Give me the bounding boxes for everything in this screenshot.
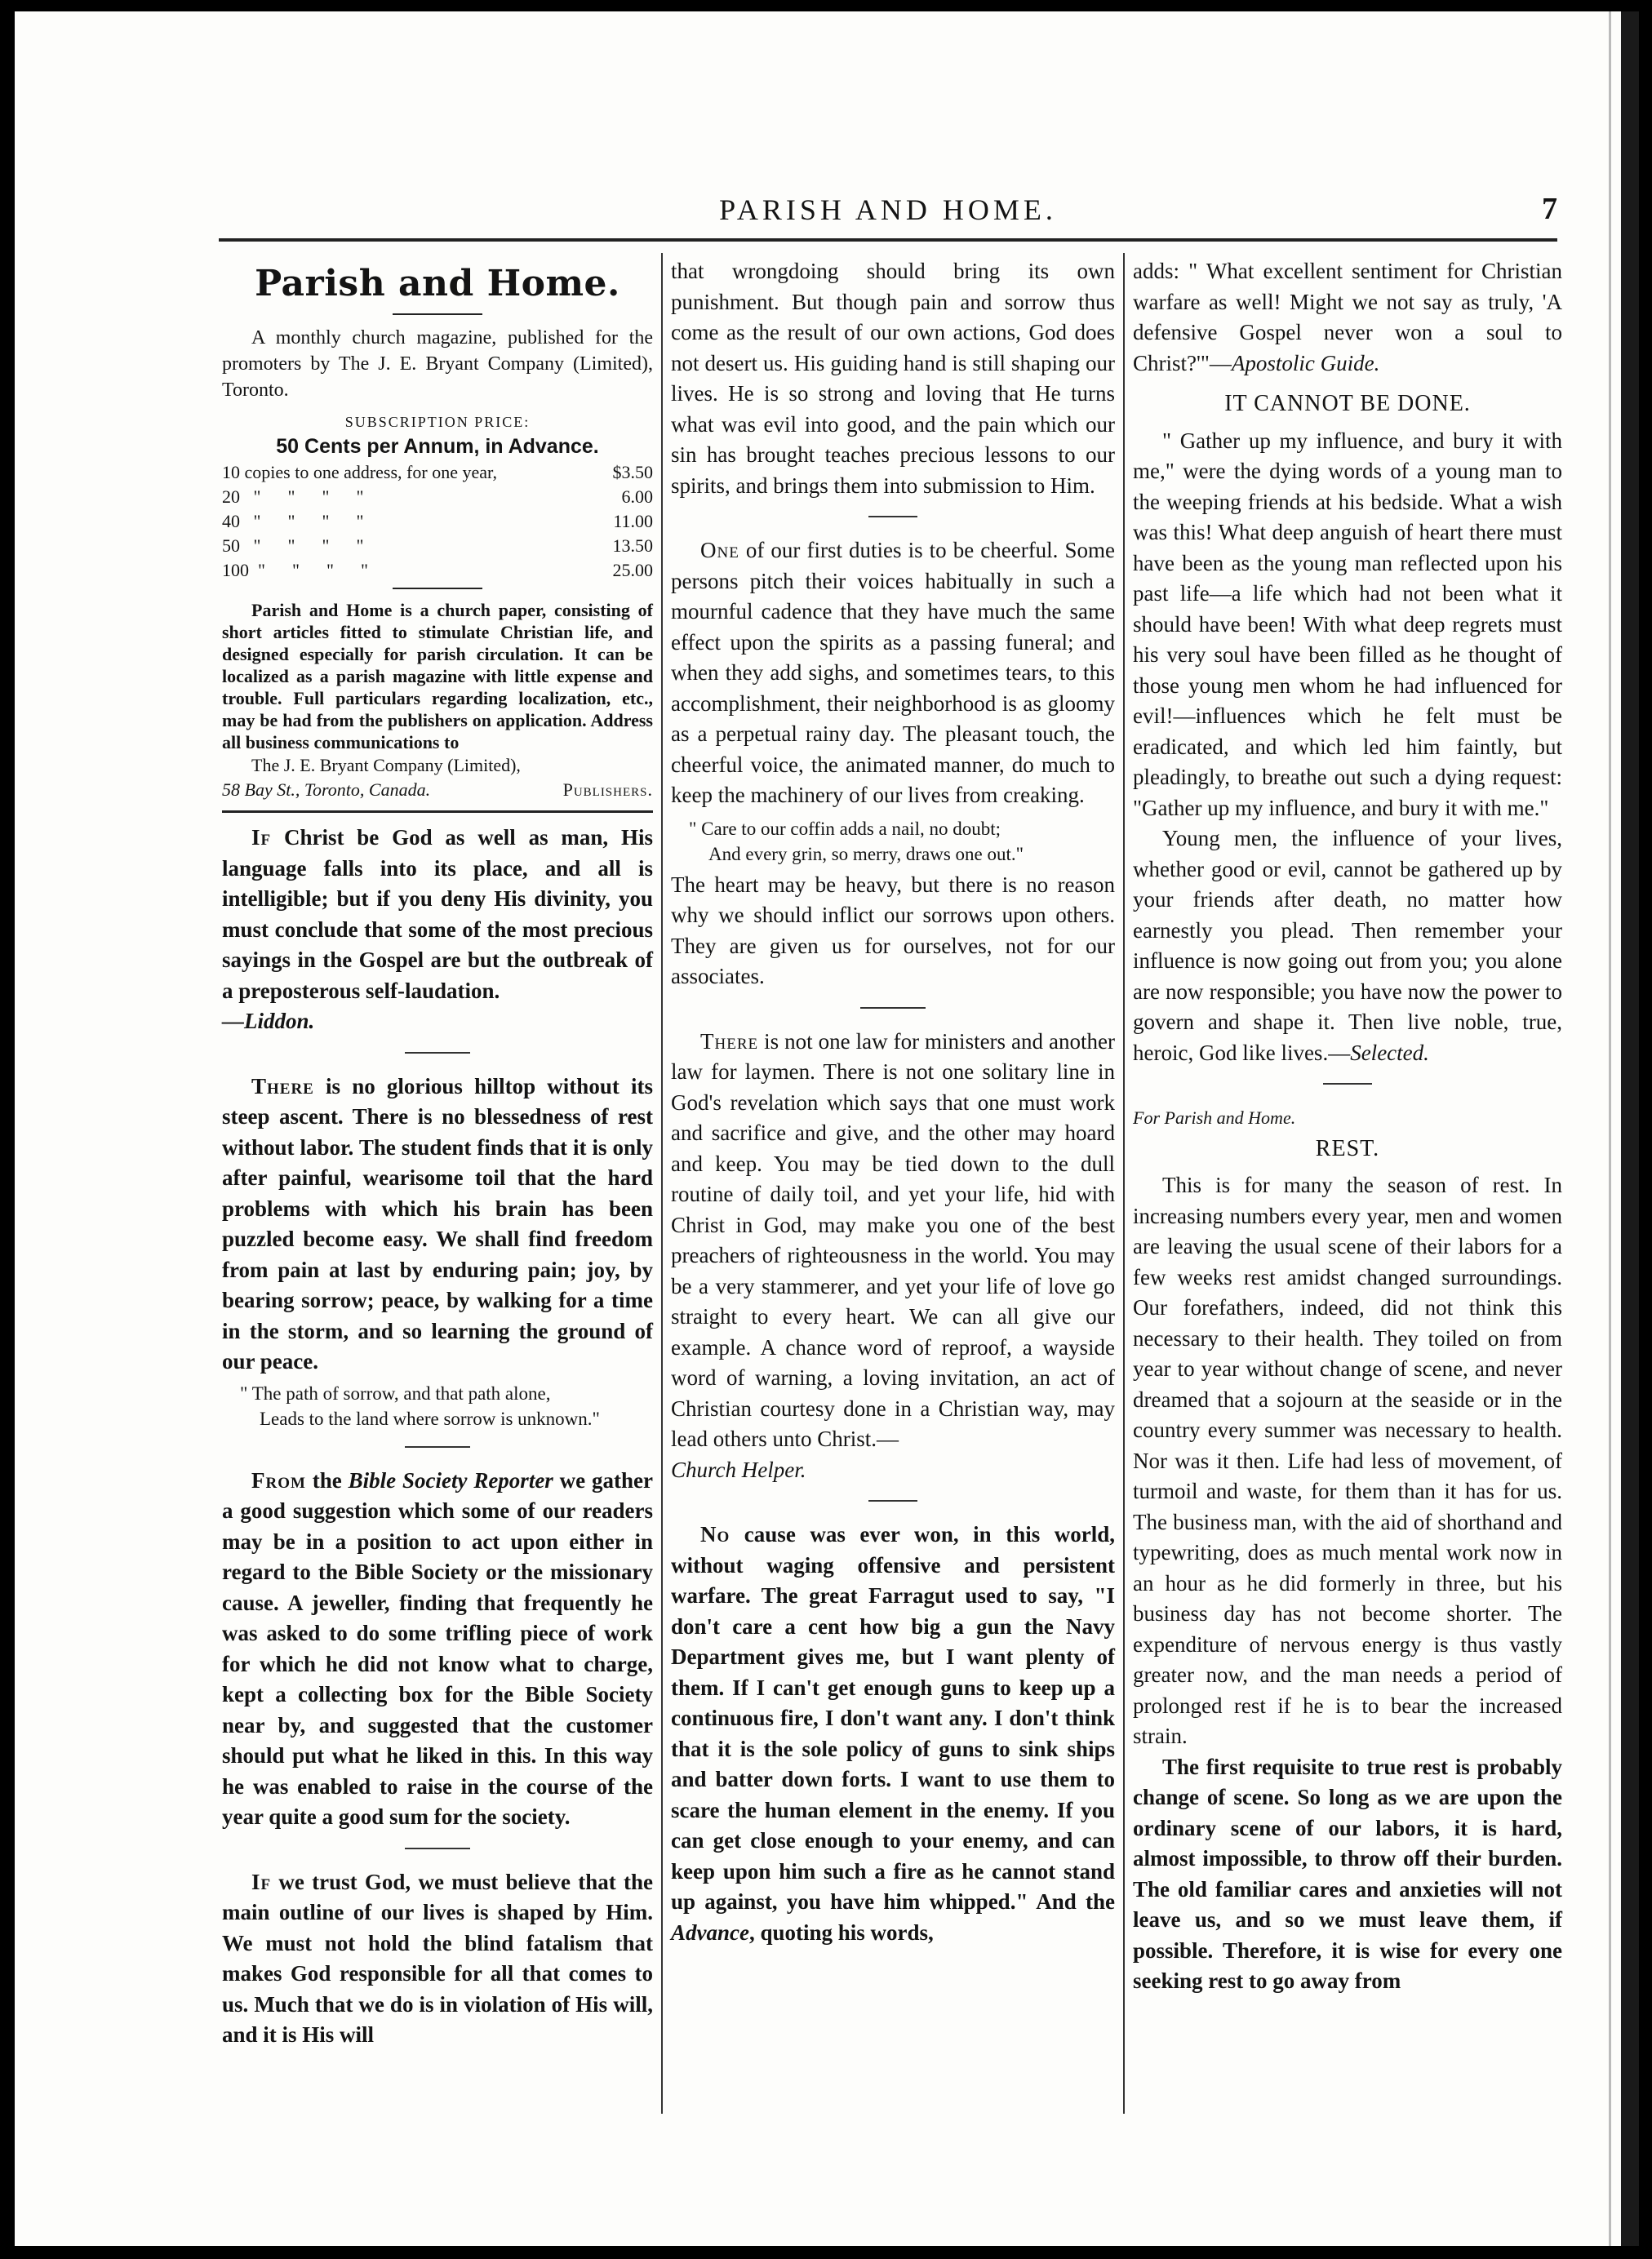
separator: [405, 1446, 470, 1448]
paragraph-bible-society: From the Bible Society Reporter we gather a good suggestion which some of our readers may be in a position to act upon either in regard to the Bible Society or the missionary cause. A jeweller, finding that frequently he was asked to do some trifling piece of work for which he did not know what to charge, kept a collecting box for the Bible Society near by, and suggested that the customer should put what he liked in this. In this way he was enabled to raise in the course of the year quite a good sum for the society.: [222, 1467, 653, 1829]
for-parish-line: For Parish and Home.: [1133, 1107, 1296, 1128]
rate-ditto: " " " ": [253, 535, 364, 556]
rate-copies: 40: [222, 511, 240, 531]
table-row: [222, 509, 653, 534]
rate-price: 6.00: [621, 486, 653, 507]
verse-quote: " The path of sorrow, and that path alone, Leads to the land where sorrow is unknown.": [240, 1382, 600, 1429]
paragraph-trust-god: If we trust God, we must believe that the main outline of our lives is shaped by Him. We must not hold the blind fatalism that makes God responsible for all that comes to us. Much that we do is in violation of His will, and it is His will: [222, 1869, 653, 2047]
masthead-bottom-rule: [222, 810, 653, 813]
column-2: [671, 256, 1115, 1948]
scan-edge-line: [1609, 11, 1611, 2246]
rate-price: 11.00: [613, 511, 653, 531]
publisher-name: The J. E. Bryant Company (Limited),: [251, 755, 521, 775]
table-row: [222, 485, 653, 509]
rate-price: $3.50: [612, 462, 653, 482]
notice-text: Parish and Home is a church paper, consisting of short articles fitted to stimulate Christian life, and designed especially for parish circulation. It can be localized as a parish magazine with little expense and trouble. Full particulars regarding localization, etc., may be had from the publishers on application. Address all business communications to: [222, 600, 653, 752]
scan-edge: [1621, 11, 1639, 2246]
separator: [860, 1007, 926, 1009]
paragraph-hilltop: There is no glorious hilltop without its steep ascent. There is no blessedness of rest without labor. The student finds that it is only after painful, wearisome toil that the hard problems with which his brain has been puzzled become easy. We shall find freedom from pain at last by enduring pain; joy, by bearing sorrow; peace, by walking for a time in the storm, and so learning the ground of our peace.: [222, 1073, 653, 1374]
separator: [868, 516, 917, 517]
table-row: [222, 534, 653, 558]
rate-ditto: " " " ": [253, 486, 364, 507]
page: [15, 11, 1639, 2246]
paragraph-cheerful: One of our first duties is to be cheerful. Some persons pitch their voices habitually in such a mournful cadence that they have much the same effect upon the spirits as a passing funeral; and when they add sighs, and sometimes tears, to this accomplishment, their neighborhood is as gloomy as a perpetual rainy day. The pleasant touch, the cheerful voice, the animated manner, do much to keep the machinery of our lives from creaking.: [671, 538, 1115, 807]
attribution: Apostolic Guide.: [1231, 350, 1380, 375]
rate-price: 13.50: [612, 535, 653, 556]
paragraph-season-of-rest: This is for many the season of rest. In increasing numbers every year, men and women are leaving the usual scene of their labors for a few weeks rest amidst changed surroundings. Our forefathers, indeed, did not think this necessary to their health. They toiled on from year to year without change of scene, and never dreamed that a sojourn at the seaside or in the country every summer was necessary to health. Nor was it then. Life had less of movement, of turmoil and waste, for them than it has for us. The business man, with the aid of shorthand and typewriting, does as much mental work now in an hour as he did formerly in three, but his business day has not become shorter. The expenditure of nervous energy is thus vastly greater now, and the man needs a period of prolonged rest if he is to bear the increased strain.: [1133, 1173, 1562, 1748]
paragraph-one-law: There is not one law for ministers and another law for laymen. There is not one solitary line in God's revelation which says that one must work and sacrifice and give, and the other may hoard and keep. You may be tied down to the dull routine of daily toil, and yet your life, hid with Christ in God, may make you one of the best preachers of righteousness in the world. You may be a very stammerer, and yet your life of love go straight to every heart. We can all give our example. A chance word of reproof, a wayside word of warning, a loving invitation, an act of Christian courtesy done in a Christian way, may lead others unto Christ.— Church Helper.: [671, 1028, 1115, 1482]
rate-ditto: " " " ": [253, 511, 364, 531]
paragraph-farragut: No cause was ever won, in this world, without waging offensive and persistent warfare. The great Farragut used to say, "I don't care a cent how big a gun the Navy Department gives me, but I want plenty of them. If I can't get enough guns to keep up a continuous fire, I don't want any. I don't think that it is the sole policy of guns to sink ships and batter down forts. I want to use them to scare the human element in the enemy. If you can get close enough to your enemy, and can keep upon him such a fire as he cannot stand up against, you have him whipped." And the Advance, quoting his words,: [671, 1522, 1115, 1945]
header-rule: [219, 238, 1557, 242]
column-1: [222, 256, 653, 2051]
column-3: [1133, 256, 1562, 1997]
rate-ditto: " " " ": [258, 560, 368, 580]
attribution: Church Helper.: [671, 1457, 806, 1482]
column-rule-2: [1123, 253, 1125, 2114]
paragraph-continued: that wrongdoing should bring its own punishment. But though pain and sorrow thus come as the result of our own actions, God does not desert us. His guiding hand is still shaping our lives. He is so strong and loving that He turns what was evil into good, and the pain which our sin has brought teaches precious lessons to our spirits, and brings them into submission to Him.: [671, 259, 1115, 498]
attribution: Selected.: [1350, 1040, 1429, 1065]
rate-copies: 50: [222, 535, 240, 556]
rates-table: [222, 460, 653, 583]
attribution: —Liddon.: [222, 1009, 315, 1033]
section-title-cannot-be-done: IT CANNOT BE DONE.: [1224, 391, 1471, 416]
paragraph-young-men: Young men, the influence of your lives, whether good or evil, cannot be gathered up by your friends after death, no matter how earnestly you plead. Then remember your influence is now going out from you; you alone are now responsible; you have now the power to govern and shape it. Then live noble, true, heroic, God like lives.—Selected.: [1133, 826, 1562, 1065]
rates-rule: [393, 588, 482, 589]
page-number: 7: [1542, 192, 1557, 226]
rate-copies: 10 copies to one address, for one year,: [222, 462, 497, 482]
publisher-label: Publishers.: [562, 779, 653, 800]
paragraph-first-requisite: The first requisite to true rest is probably change of scene. So long as we are upon the ordinary scene of our labors, it is hard, almost impossible, to throw off their burden. The old familiar cares and anxieties will not leave us, and so we must leave them, if possible. Therefore, it is wise for every one seeking rest to go away from: [1133, 1754, 1562, 1993]
section-title-rest: REST.: [1315, 1135, 1380, 1161]
paragraph-continued: adds: " What excellent sentiment for Christian warfare as well! Might we not say as truly, 'A defensive Gospel never won a soul to Christ?'"—Apostolic Guide.: [1133, 259, 1562, 375]
masthead-rule: [393, 313, 482, 315]
verse-quote: " Care to our coffin adds a nail, no doubt; And every grin, so merry, draws one out.": [689, 818, 1024, 864]
table-row: [222, 460, 653, 485]
paragraph-liddon: If Christ be God as well as man, His language falls into its place, and all is intelligible; but if you deny His divinity, you must conclude that some of the most precious sayings in the Gospel are but the outbreak of a preposterous self-laudation. —Liddon.: [222, 825, 653, 1033]
rate-copies: 20: [222, 486, 240, 507]
publisher-address: 58 Bay St., Toronto, Canada.: [222, 779, 431, 800]
masthead-blurb: A monthly church magazine, published for the promoters by The J. E. Bryant Company (Limited), Toronto.: [222, 327, 653, 401]
paragraph-heart: The heart may be heavy, but there is no reason why we should inflict our sorrows upon others. They are given us for ourselves, not for our associates.: [671, 872, 1115, 988]
rate-copies: 100: [222, 560, 249, 580]
column-rule-1: [661, 253, 663, 2114]
publisher-row: [222, 778, 653, 802]
paragraph-influence: " Gather up my influence, and bury it with me," were the dying words of a young man to the weeping friends at his bedside. What a wish was this! What deep anguish of heart there must have been as the young man reflected upon his past life—a life which had not been what it should have been! With what deep regrets must his very soul have been filled as he thought of those young men whom he had influenced for evil!—influences which he felt must be eradicated, and which led him faintly, but pleadingly, to breathe out such a dying request: "Gather up my influence, and bury it with me.": [1133, 428, 1562, 820]
separator: [405, 1848, 470, 1849]
separator: [405, 1052, 470, 1054]
rate-price: 25.00: [612, 560, 653, 580]
price-line: 50 Cents per Annum, in Advance.: [276, 435, 599, 458]
separator: [1323, 1083, 1372, 1085]
subscription-label: SUBSCRIPTION PRICE:: [344, 414, 531, 430]
masthead-title: Parish and Home.: [255, 263, 620, 304]
page-header: [219, 191, 1557, 232]
separator: [868, 1500, 917, 1502]
running-title: PARISH AND HOME.: [719, 193, 1057, 226]
table-row: [222, 558, 653, 583]
